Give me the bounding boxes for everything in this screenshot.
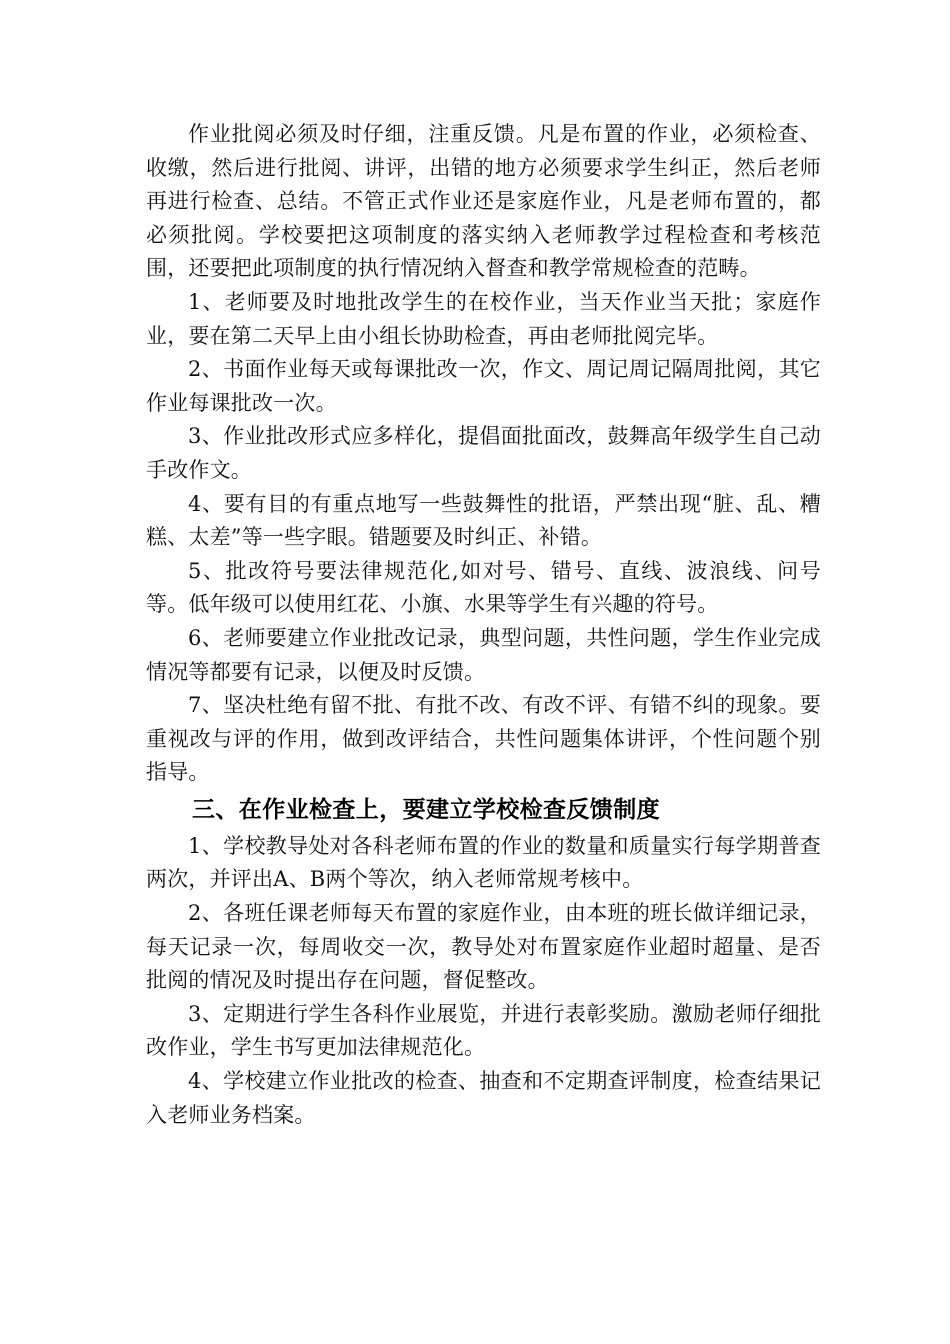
paragraph-intro: 作业批阅必须及时仔细，注重反馈。凡是布置的作业，必须检查、收缴，然后进行批阅、讲评，出错的地方必须要求学生纠正，然后老师再进行检查、总结。不管正式作业还是家庭作业，凡是老师布置的，都必须批阅。学校要把这项制度的落实纳入老师教学过程检查和考核范围，还要把此项制度的执行情况纳入督查和教学常规检查的范畴。 [146, 122, 821, 281]
section3-item-2: 2、各班任课老师每天布置的家庭作业，由本班的班长做详细记录，每天记录一次，每周收交一次，教导处对布置家庭作业超时超量、是否批阅的情况及时提出存在问题，督促整改。 [146, 901, 821, 993]
section3-item-4: 4、学校建立作业批改的检查、抽查和不定期查评制度，检查结果记入老师业务档案。 [146, 1069, 821, 1127]
paragraph-item-7: 7、坚决杜绝有留不批、有批不改、有改不评、有错不纠的现象。要重视改与评的作用，做到改评结合，共性问题集体讲评，个性问题个别指导。 [146, 693, 821, 785]
paragraph-item-4: 4、要有目的有重点地写一些鼓舞性的批语，严禁出现“脏、乱、糟糕、太差”等一些字眼。错题要及时纠正、补错。 [146, 491, 821, 550]
section-heading-3: 三、在作业检查上，要建立学校检查反馈制度 [192, 796, 660, 823]
paragraph-item-1: 1、老师要及时地批改学生的在校作业，当天作业当天批；家庭作业，要在第二天早上由小组长协助检查，再由老师批阅完毕。 [146, 289, 821, 348]
paragraph-item-6: 6、老师要建立作业批改记录，典型问题，共性问题，学生作业完成情况等都要有记录，以便及时反馈。 [146, 625, 821, 684]
paragraph-item-2: 2、书面作业每天或每课批改一次，作文、周记周记隔周批阅，其它作业每课批改一次。 [146, 357, 821, 415]
paragraph-item-3: 3、作业批改形式应多样化，提倡面批面改，鼓舞高年级学生自己动手改作文。 [146, 424, 821, 482]
section3-item-1: 1、学校教导处对各科老师布置的作业的数量和质量实行每学期普查两次，并评出A、B两个等次，纳入老师常规考核中。 [146, 833, 821, 892]
paragraph-item-5: 5、批改符号要法律规范化,如对号、错号、直线、波浪线、问号等。低年级可以使用红花、小旗、水果等学生有兴趣的符号。 [146, 558, 821, 617]
document-body [146, 118, 821, 1132]
section3-item-3: 3、定期进行学生各科作业展览，并进行表彰奖励。激励老师仔细批改作业，学生书写更加法律规范化。 [146, 1001, 821, 1060]
